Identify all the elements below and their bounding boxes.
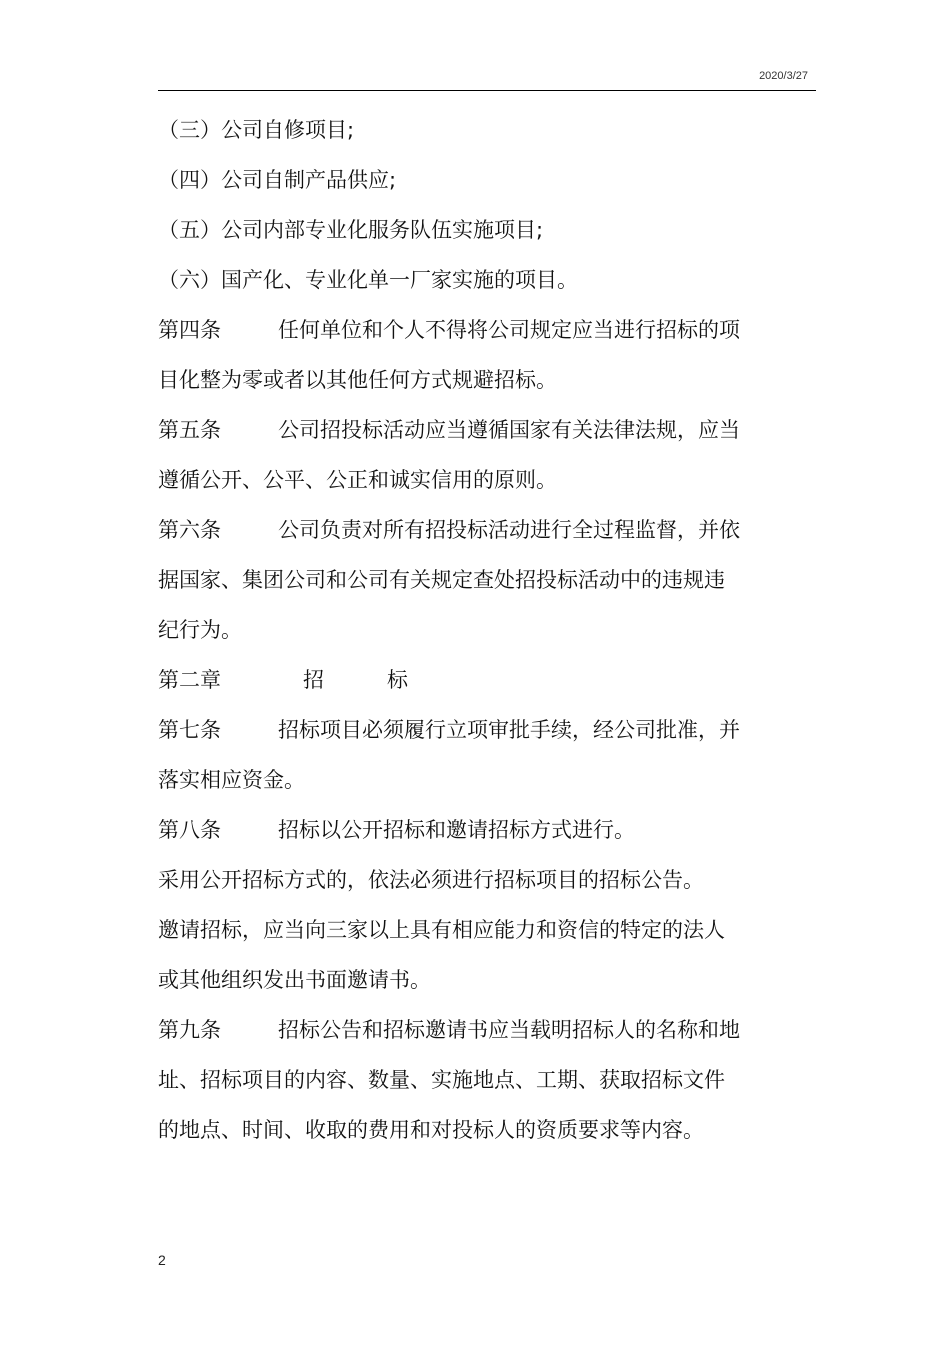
article-number: 第八条 bbox=[158, 818, 221, 842]
article-number: 第四条 bbox=[158, 318, 221, 342]
document-body bbox=[158, 105, 768, 1155]
article-6-line-3: 纪行为。 bbox=[158, 618, 242, 642]
chapter-heading bbox=[158, 655, 768, 705]
article-number: 第六条 bbox=[158, 518, 221, 542]
article-text: 招标公告和招标邀请书应当载明招标人的名称和地 bbox=[278, 1018, 740, 1042]
list-item-6: （六）国产化、专业化单一厂家实施的项目。 bbox=[158, 268, 578, 292]
chapter-number: 第二章 bbox=[158, 668, 221, 692]
article-8-line-3: 邀请招标，应当向三家以上具有相应能力和资信的特定的法人 bbox=[158, 918, 725, 942]
article-4-line-1 bbox=[158, 305, 768, 355]
article-text: 公司负责对所有招投标活动进行全过程监督，并依 bbox=[278, 518, 740, 542]
article-7-line-1 bbox=[158, 705, 768, 755]
article-8-line-1 bbox=[158, 805, 768, 855]
list-item-5: （五）公司内部专业化服务队伍实施项目; bbox=[158, 218, 544, 242]
article-6-line-1 bbox=[158, 505, 768, 555]
article-text: 任何单位和个人不得将公司规定应当进行招标的项 bbox=[278, 318, 740, 342]
list-item-4: （四）公司自制产品供应; bbox=[158, 168, 397, 192]
article-7-line-2: 落实相应资金。 bbox=[158, 768, 305, 792]
chapter-title-char: 标 bbox=[387, 668, 408, 692]
list-item-3: （三）公司自修项目; bbox=[158, 118, 355, 142]
header-date: 2020/3/27 bbox=[759, 70, 808, 82]
article-5-line-2: 遵循公开、公平、公正和诚实信用的原则。 bbox=[158, 468, 557, 492]
header-divider bbox=[158, 90, 816, 91]
article-text: 公司招投标活动应当遵循国家有关法律法规，应当 bbox=[278, 418, 740, 442]
article-4-line-2: 目化整为零或者以其他任何方式规避招标。 bbox=[158, 368, 557, 392]
article-8-line-4: 或其他组织发出书面邀请书。 bbox=[158, 968, 431, 992]
article-9-line-1 bbox=[158, 1005, 768, 1055]
article-number: 第七条 bbox=[158, 718, 221, 742]
article-number: 第五条 bbox=[158, 418, 221, 442]
page-number: 2 bbox=[158, 1252, 166, 1268]
article-text: 招标项目必须履行立项审批手续，经公司批准，并 bbox=[278, 718, 740, 742]
chapter-title bbox=[303, 655, 471, 705]
article-number: 第九条 bbox=[158, 1018, 221, 1042]
article-text: 招标以公开招标和邀请招标方式进行。 bbox=[278, 818, 635, 842]
chapter-title-char: 招 bbox=[303, 668, 324, 692]
article-5-line-1 bbox=[158, 405, 768, 455]
article-9-line-2: 址、招标项目的内容、数量、实施地点、工期、获取招标文件 bbox=[158, 1068, 725, 1092]
article-8-line-2: 采用公开招标方式的，依法必须进行招标项目的招标公告。 bbox=[158, 868, 704, 892]
article-9-line-3: 的地点、时间、收取的费用和对投标人的资质要求等内容。 bbox=[158, 1118, 704, 1142]
article-6-line-2: 据国家、集团公司和公司有关规定查处招投标活动中的违规违 bbox=[158, 568, 725, 592]
